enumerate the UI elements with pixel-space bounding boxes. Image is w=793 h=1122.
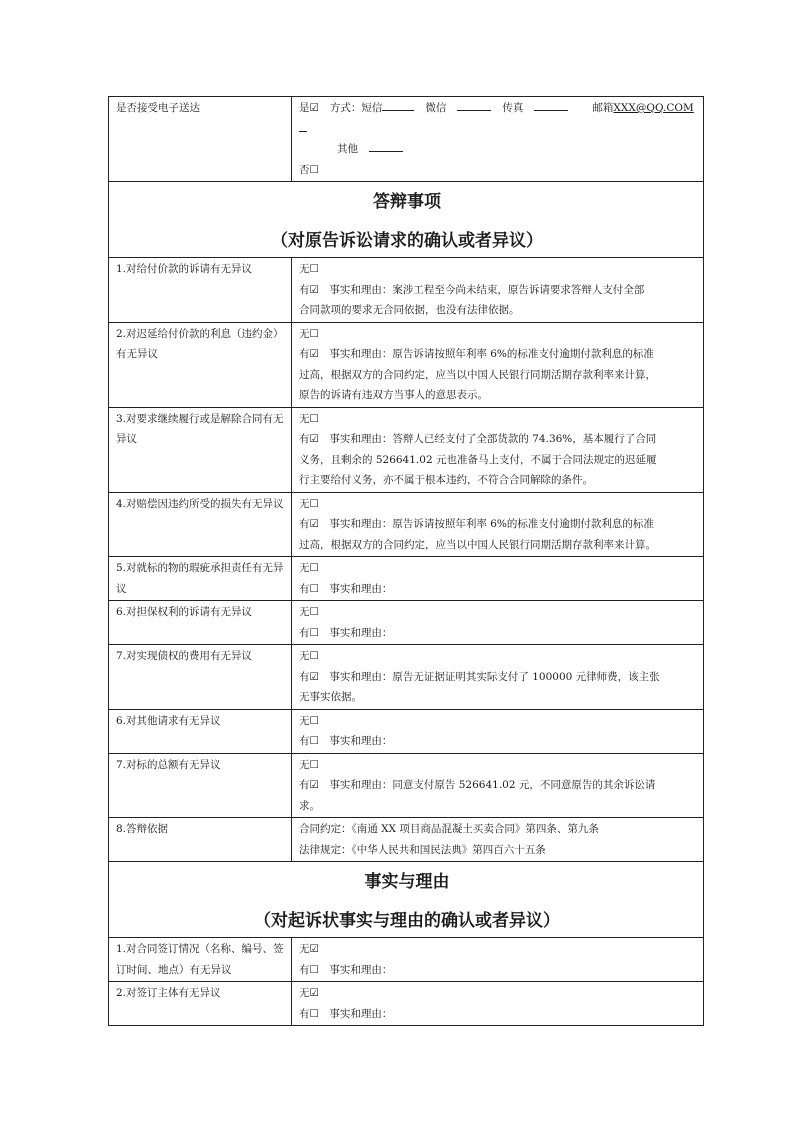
question-cell [109,709,292,753]
section1-header [109,182,704,258]
answer-cell [292,818,704,862]
section2-header [109,862,704,938]
question-cell [109,407,292,492]
wechat-label: 微信 [425,102,447,114]
answer-line[interactable]: 有☐ 事实和理由： [299,963,393,976]
answer-line[interactable]: 无☑ [299,943,319,955]
section1-rows [109,258,704,862]
answer-line: 过高，根据双方的合同约定，应当以中国人民银行同期活期存款利率来计算， [299,368,656,381]
question-cell [109,938,292,982]
question-text: 2.对签订主体有无异议 [116,987,221,999]
answer-line[interactable]: 有☐ 事实和理由： [299,1007,393,1020]
question-text: 4.对赔偿因违约所受的损失有无异议 [116,497,284,510]
answer-line: 无事实依据。 [299,691,362,703]
answer-cell [292,322,704,407]
answer-cell [292,938,704,982]
sms-blank[interactable] [382,98,414,111]
section2-subtitle: （对起诉状事实与理由的确认或者异议） [254,911,560,931]
question-text: 8.答辩依据 [116,823,169,835]
answer-line: 义务，且剩余的 526641.02 元也准备马上支付，不属于合同法规定的迟延履 [299,453,657,466]
yes-checkbox[interactable]: 是☑ [299,102,319,114]
email-label: 邮箱 [592,102,614,114]
answer-cell [292,407,704,492]
answer-line: 过高，根据双方的合同约定，应当以中国人民银行同期活期存款利率来计算。 [299,538,656,551]
question-text: 6.对其他请求有无异议 [116,714,221,727]
answer-line[interactable]: 无☐ [299,606,319,618]
section1-subtitle: （对原告诉讼请求的确认或者异议） [271,231,543,251]
other-blank[interactable] [369,139,403,152]
answer-line[interactable]: 有☐ 事实和理由： [299,626,393,639]
section2-title: 事实与理由 [364,872,450,892]
question-cell [109,492,292,557]
question-cell [109,818,292,862]
answer-line[interactable]: 有☑ 事实和理由：同意支付原告 526641.02 元，不同意原告的其余诉讼请 [299,779,656,791]
answer-line[interactable]: 无☐ [299,714,319,727]
answer-line[interactable]: 无☐ [299,497,319,510]
question-text: 3.对要求继续履行或是解除合同有无异议 [116,412,284,445]
answer-cell [292,601,704,645]
answer-line[interactable]: 有☑ 事实和理由：原告无证据证明其实际支付了 100000 元律师费，该主张 [299,670,660,683]
answer-cell [292,709,704,753]
answer-line: 合同款项的要求无合同依据，也没有法律依据。 [299,304,520,316]
other-label: 其他 [337,143,358,155]
answer-line[interactable]: 有☑ 事实和理由：原告诉请按照年利率 6%的标准支付逾期付款利息的标准 [299,518,654,530]
defense-item-row [109,322,704,407]
question-cell [109,322,292,407]
answer-line: 求。 [299,799,320,812]
answer-cell [292,97,704,182]
defense-item-row [109,557,704,601]
answer-line[interactable]: 无☐ [299,263,319,275]
section2-rows [109,938,704,1026]
other-line [299,139,698,160]
answer-cell [292,557,704,601]
question-cell [109,753,292,818]
answer-line: 合同约定：《南通 XX 项目商品混凝土买卖合同》第四条、第九条 [299,823,599,835]
no-checkbox[interactable]: 否☐ [299,163,319,176]
defense-item-row [109,492,704,557]
answer-line[interactable]: 有☐ 事实和理由： [299,582,393,595]
question-cell [109,97,292,182]
question-text: 是否接受电子送达 [116,102,200,114]
question-text: 1.对合同签订情况（名称、编号、签订时间、地点）有无异议 [116,943,284,976]
answer-line: 法律规定：《中华人民共和国民法典》第四百六十五条 [299,843,546,856]
answer-line[interactable]: 有☑ 事实和理由：案涉工程至今尚未结束，原告诉请要求答辩人支付全部 [299,283,645,296]
question-text: 2.对迟延给付价款的利息（违约金）有无异议 [116,327,284,360]
email-value[interactable]: XXX@QQ.COM [613,102,694,114]
question-cell [109,645,292,710]
question-text: 7.对标的总额有无异议 [116,758,221,771]
defense-item-row [109,753,704,818]
defense-item-row [109,258,704,323]
defense-item-row [109,645,704,710]
answer-line[interactable]: 无☐ [299,412,319,425]
answer-cell [292,753,704,818]
answer-line: 原告的诉请有违双方当事人的意思表示。 [299,389,488,401]
answer-line[interactable]: 有☑ 事实和理由：答辩人已经支付了全部货款的 74.36%，基本履行了合同 [299,433,657,445]
answer-line[interactable]: 有☐ 事实和理由： [299,735,393,747]
question-cell [109,557,292,601]
defense-item-row [109,601,704,645]
question-text: 6.对担保权利的诉请有无异议 [116,606,253,618]
wechat-blank[interactable] [457,98,491,111]
question-text: 7.对实现债权的费用有无异议 [116,650,253,662]
answer-line[interactable]: 无☑ [299,987,319,999]
answer-line[interactable]: 无☐ [299,562,319,574]
question-text: 1.对给付价款的诉请有无异议 [116,263,253,275]
answer-cell [292,492,704,557]
answer-line[interactable]: 无☐ [299,758,319,771]
electronic-service-row [109,97,704,182]
response-form-table [108,96,704,1026]
defense-item-row [109,709,704,753]
defense-item-row [109,818,704,862]
sms-label: 短信 [361,102,383,114]
method-label: 方式： [329,102,362,114]
answer-cell [292,258,704,323]
question-cell [109,258,292,323]
question-text: 5.对就标的物的瑕疵承担责任有无异议 [116,562,284,595]
question-cell [109,982,292,1026]
answer-line[interactable]: 无☐ [299,327,319,340]
fax-label: 传真 [502,102,524,114]
answer-line[interactable]: 有☑ 事实和理由：原告诉请按照年利率 6%的标准支付逾期付款利息的标准 [299,348,654,360]
defense-item-row [109,407,704,492]
fact-item-row [109,982,704,1026]
section1-header-row [109,182,704,258]
section1-title: 答辩事项 [373,192,441,212]
question-cell [109,601,292,645]
fax-blank[interactable] [534,98,568,111]
email-blank-tail [299,119,307,132]
fact-item-row [109,938,704,982]
answer-line: 行主要给付义务，亦不属于根本违约，不符合合同解除的条件。 [299,474,593,486]
section2-header-row [109,862,704,938]
electronic-methods-line [299,98,698,139]
answer-cell [292,982,704,1026]
answer-cell [292,645,704,710]
answer-line[interactable]: 无☐ [299,650,319,662]
no-line [299,160,698,181]
